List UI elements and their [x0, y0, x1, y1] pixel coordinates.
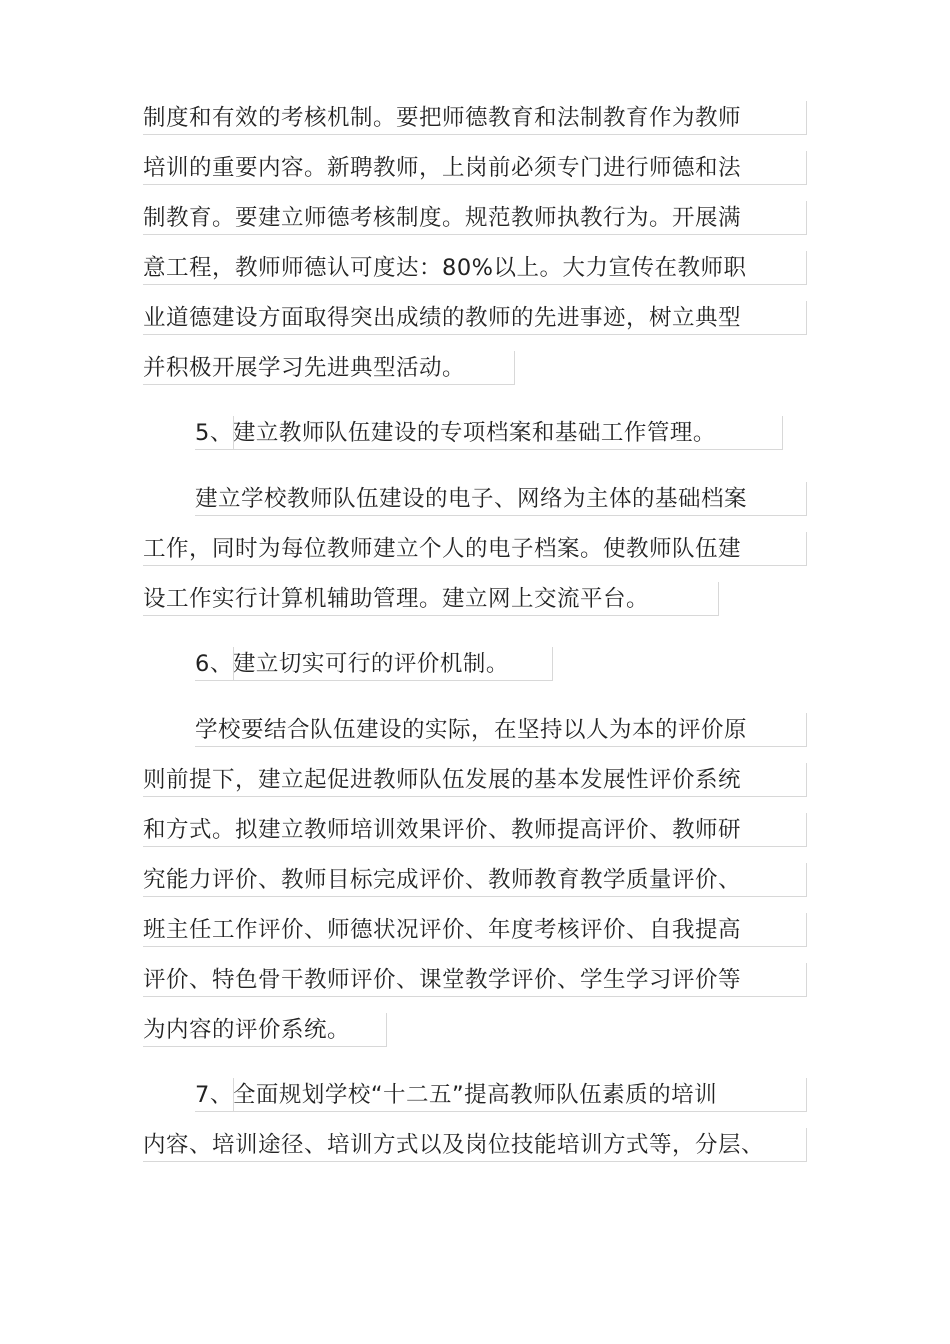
text-line: 究能力评价、教师目标完成评价、教师教育教学质量评价、	[143, 863, 807, 897]
section-heading-6	[195, 647, 553, 681]
text-line: 评价、特色骨干教师评价、课堂教学评价、学生学习评价等	[143, 963, 807, 997]
text-line: 学校要结合队伍建设的实际，在坚持以人为本的评价原	[195, 713, 807, 747]
text-line: 工作，同时为每位教师建立个人的电子档案。使教师队伍建	[143, 532, 807, 566]
text-line: 意工程，教师师德认可度达：80%以上。大力宣传在教师职	[143, 251, 807, 285]
text-line: 为内容的评价系统。	[143, 1013, 387, 1047]
text-line: 内容、培训途径、培训方式以及岗位技能培训方式等，分层、	[143, 1128, 807, 1162]
text-line: 建立学校教师队伍建设的电子、网络为主体的基础档案	[195, 482, 807, 516]
section-heading-6-text: 6、建立切实可行的评价机制。	[195, 651, 509, 677]
text-line: 和方式。拟建立教师培训效果评价、教师提高评价、教师研	[143, 813, 807, 847]
section-heading-5-text: 5、建立教师队伍建设的专项档案和基础工作管理。	[195, 420, 716, 446]
text-line: 则前提下，建立起促进教师队伍发展的基本发展性评价系统	[143, 763, 807, 797]
text-line: 制度和有效的考核机制。要把师德教育和法制教育作为教师	[143, 101, 807, 135]
text-line	[195, 1078, 807, 1112]
section-heading-5	[195, 416, 783, 450]
text-line: 并积极开展学习先进典型活动。	[143, 351, 515, 385]
section-heading-7-text: 7、全面规划学校“十二五”提高教师队伍素质的培训	[195, 1082, 718, 1108]
text-line: 班主任工作评价、师德状况评价、年度考核评价、自我提高	[143, 913, 807, 947]
text-line: 设工作实行计算机辅助管理。建立网上交流平台。	[143, 582, 719, 616]
text-line: 制教育。要建立师德考核制度。规范教师执教行为。开展满	[143, 201, 807, 235]
text-line: 业道德建设方面取得突出成绩的教师的先进事迹，树立典型	[143, 301, 807, 335]
text-line: 培训的重要内容。新聘教师，上岗前必须专门进行师德和法	[143, 151, 807, 185]
